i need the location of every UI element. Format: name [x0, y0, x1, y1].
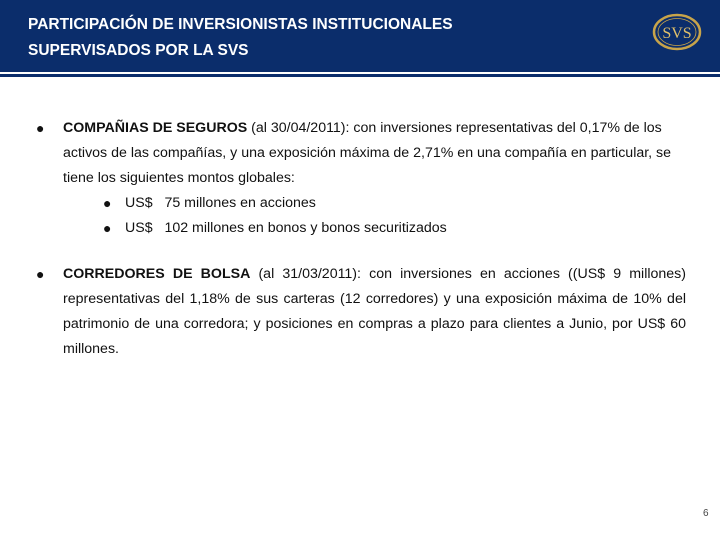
bullet-item-seguros: [36, 116, 686, 241]
sub-bullet-item: [103, 191, 686, 216]
bullet-label: CORREDORES DE BOLSA: [63, 266, 251, 282]
slide-title-line-1: PARTICIPACIÓN DE INVERSIONISTAS INSTITUCIONALES: [28, 16, 453, 33]
slide-body: [36, 116, 686, 362]
bullet-dot: ●: [103, 195, 112, 211]
bullet-dot: ●: [36, 266, 45, 282]
sub-bullet-list: [63, 191, 686, 241]
svs-logo-text: SVS: [662, 25, 692, 42]
bullet-body: (al 30/04/2011): con inversiones representativas del 0,17% de los activos de las compañías, y una exposición máxima de 2,71% en una compañía en particular, se tiene los siguientes montos globales:: [63, 120, 672, 186]
bullet-label: COMPAÑIAS DE SEGUROS: [63, 120, 248, 136]
sub-bullet-currency: US$: [125, 220, 153, 236]
bullet-body: (al 31/03/2011): con inversiones en acciones ((US$ 9 millones) representativas del 1,18% de sus carteras (12 corredores) y una exposición máxima de 10% del patrimonio de una corredora; y posiciones en compras a plazo para clientes a Junio, por US$ 60 millones.: [63, 266, 687, 357]
header-bar: [0, 0, 720, 72]
sub-bullet-text: 75 millones en acciones: [164, 195, 316, 211]
slide-title: [28, 12, 588, 64]
bullet-text: [63, 116, 686, 191]
bullet-dot: ●: [36, 120, 45, 136]
sub-bullet-text: 102 millones en bonos y bonos securitizados: [164, 220, 447, 236]
slide-title-line-2: SUPERVISADOS POR LA SVS: [28, 42, 249, 59]
sub-bullet-item: [103, 216, 686, 241]
page-number: 6: [703, 508, 709, 519]
bullet-item-corredores: [36, 262, 686, 362]
bullet-dot: ●: [103, 220, 112, 236]
header-divider: [0, 74, 720, 77]
svs-logo: [652, 12, 702, 52]
bullet-text: [63, 262, 686, 362]
sub-bullet-currency: US$: [125, 195, 153, 211]
